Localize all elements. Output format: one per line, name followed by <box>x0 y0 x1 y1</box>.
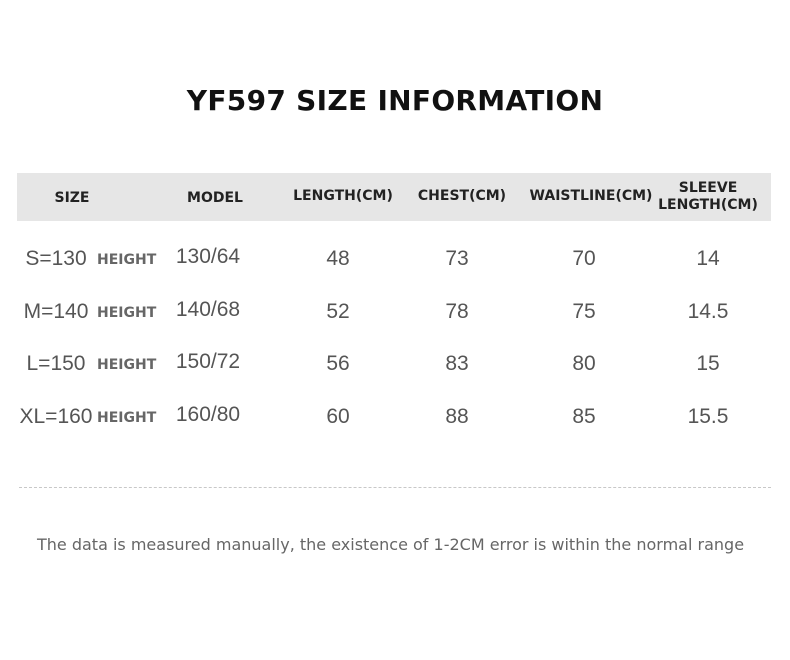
header-length: LENGTH(CM) <box>293 188 393 204</box>
length-cell: 60 <box>326 405 350 428</box>
page-title: YF597 SIZE INFORMATION <box>186 84 604 117</box>
model-cell: 130/64 <box>175 245 241 268</box>
length-cell: 52 <box>326 300 350 323</box>
table-row <box>0 247 790 287</box>
header-waistline: WAISTLINE(CM) <box>529 188 653 204</box>
header-chest: CHEST(CM) <box>417 188 507 204</box>
height-label: HEIGHT <box>97 305 157 321</box>
chest-cell: 88 <box>445 405 469 428</box>
waistline-cell: 70 <box>572 247 596 270</box>
header-sleeve-line2: LENGTH(CM) <box>658 197 758 213</box>
table-row <box>0 405 790 445</box>
table-row <box>0 300 790 340</box>
size-cell: S=130 <box>25 247 87 270</box>
header-size: SIZE <box>54 190 90 206</box>
model-cell: 140/68 <box>175 298 241 321</box>
chest-cell: 83 <box>445 352 469 375</box>
size-cell: L=150 <box>26 352 86 375</box>
waistline-cell: 80 <box>572 352 596 375</box>
length-cell: 48 <box>326 247 350 270</box>
size-cell: XL=160 <box>19 405 93 428</box>
size-cell: M=140 <box>23 300 89 323</box>
waistline-cell: 75 <box>572 300 596 323</box>
height-label: HEIGHT <box>97 252 157 268</box>
chest-cell: 73 <box>445 247 469 270</box>
model-cell: 150/72 <box>175 350 241 373</box>
chest-cell: 78 <box>445 300 469 323</box>
header-sleeve-line1: SLEEVE <box>678 180 738 196</box>
waistline-cell: 85 <box>572 405 596 428</box>
length-cell: 56 <box>326 352 350 375</box>
sleeve-cell: 14 <box>696 247 720 270</box>
sleeve-cell: 15.5 <box>687 405 729 428</box>
model-cell: 160/80 <box>175 403 241 426</box>
header-model: MODEL <box>187 190 243 206</box>
measurement-note: The data is measured manually, the existence of 1-2CM error is within the normal range <box>37 535 745 554</box>
height-label: HEIGHT <box>97 410 157 426</box>
table-row <box>0 352 790 392</box>
sleeve-cell: 14.5 <box>687 300 729 323</box>
height-label: HEIGHT <box>97 357 157 373</box>
dashed-divider <box>19 487 771 488</box>
sleeve-cell: 15 <box>696 352 720 375</box>
